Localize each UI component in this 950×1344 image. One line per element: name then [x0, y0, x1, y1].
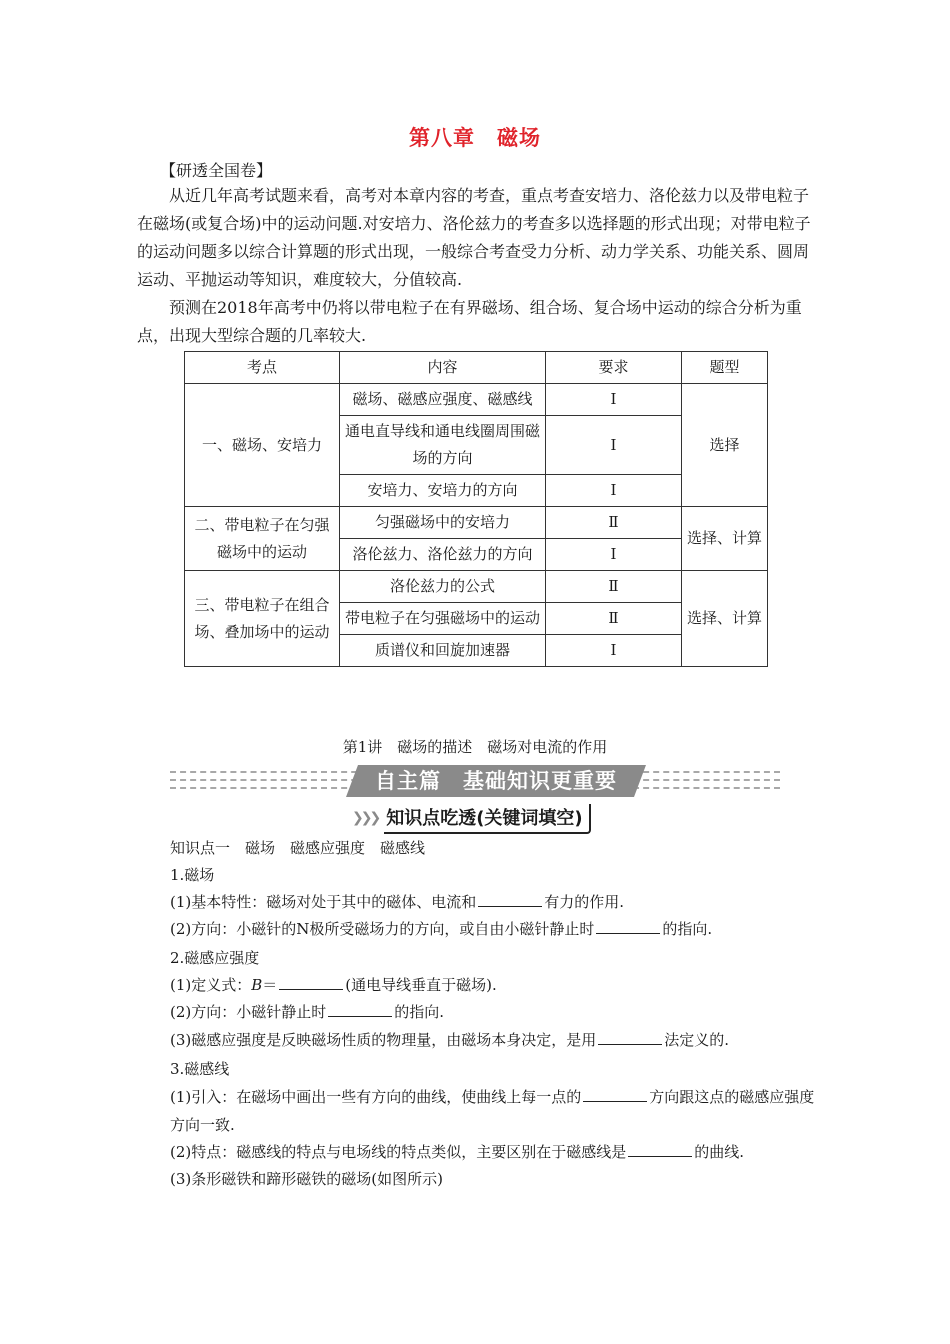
chapter-title: 第八章 磁场	[409, 126, 541, 150]
intro-paragraph-2: 预测在2018年高考中仍将以带电粒子在有界磁场、组合场、复合场中运动的综合分析为重点，出现大型综合题的几率较大.	[137, 298, 802, 345]
fill-in-line: (1)基本特性：磁场对处于其中的磁体、电流和 有力的作用.	[170, 893, 625, 911]
banner-title: 自主篇 基础知识更重要	[375, 769, 617, 793]
header-content: 内容	[340, 352, 546, 384]
header-requirement: 要求	[546, 352, 682, 384]
triple-chevron-icon: ❯❯❯	[352, 810, 379, 826]
sub-banner	[352, 804, 591, 834]
answer-blank	[596, 918, 660, 934]
section-heading: 1.磁场	[170, 866, 215, 884]
requirement-cell: Ⅰ	[546, 475, 682, 507]
content-cell: 带电粒子在匀强磁场中的运动	[340, 603, 546, 635]
answer-blank	[279, 974, 343, 990]
lecture-title: 第1讲 磁场的描述 磁场对电流的作用	[342, 738, 608, 756]
requirement-cell: Ⅰ	[546, 539, 682, 571]
section-heading: 3.磁感线	[170, 1060, 230, 1078]
fill-in-line: (2)方向：小磁针静止时 的指向.	[170, 1003, 445, 1021]
knowledge-point-heading: 知识点一 磁场 磁感应强度 磁感线	[170, 839, 426, 857]
section-banner	[170, 763, 780, 801]
answer-blank	[328, 1001, 392, 1017]
sub-banner-title: 知识点吃透(关键词填空)	[384, 804, 590, 834]
content-cell: 安培力、安培力的方向	[340, 475, 546, 507]
section-heading: 2.磁感应强度	[170, 949, 260, 967]
requirement-cell: Ⅰ	[546, 384, 682, 416]
fill-in-line: (2)方向：小磁针的N极所受磁场力的方向，或自由小磁针静止时 的指向.	[170, 920, 713, 938]
table-row	[185, 384, 768, 416]
type-cell: 选择、计算	[682, 571, 768, 667]
answer-blank	[478, 891, 542, 907]
requirement-cell: Ⅰ	[546, 416, 682, 475]
requirement-cell: Ⅱ	[546, 603, 682, 635]
figure-caption-line: (3)条形磁铁和蹄形磁铁的磁场(如图所示)	[170, 1170, 443, 1188]
requirement-cell: Ⅰ	[546, 635, 682, 667]
topic-cell: 三、带电粒子在组合场、叠加场中的运动	[185, 571, 340, 667]
requirement-cell: Ⅱ	[546, 571, 682, 603]
topic-cell: 一、磁场、安培力	[185, 384, 340, 507]
content-cell: 磁场、磁感应强度、磁感线	[340, 384, 546, 416]
intro-paragraph-1: 从近几年高考试题来看，高考对本章内容的考查，重点考查安培力、洛伦兹力以及带电粒子在磁场(或复合场)中的运动问题.对安培力、洛伦兹力的考查多以选择题的形式出现；对带电粒子的运动问题多以综合计算题的形式出现，一般综合考查受力分析、动力学关系、功能关系、圆周运动、平抛运动等知识，难度较大，分值较高.	[137, 186, 811, 289]
table-row	[185, 571, 768, 603]
content-cell: 洛伦兹力、洛伦兹力的方向	[340, 539, 546, 571]
header-topic: 考点	[185, 352, 340, 384]
content-cell: 质谱仪和回旋加速器	[340, 635, 546, 667]
topic-cell: 二、带电粒子在匀强磁场中的运动	[185, 507, 340, 571]
fill-in-line: (1)定义式：B＝ (通电导线垂直于磁场).	[170, 976, 497, 994]
content-cell: 匀强磁场中的安培力	[340, 507, 546, 539]
type-cell: 选择、计算	[682, 507, 768, 571]
fill-in-line: (3)磁感应强度是反映磁场性质的物理量，由磁场本身决定，是用 法定义的.	[170, 1031, 730, 1049]
fill-in-line: (1)引入：在磁场中画出一些有方向的曲线，使曲线上每一点的 方向跟这点的磁感应强度方向一致.	[170, 1088, 815, 1134]
answer-blank	[583, 1086, 647, 1102]
section-tag: 【研透全国卷】	[160, 161, 273, 180]
table-header-row	[185, 352, 768, 384]
type-cell: 选择	[682, 384, 768, 507]
table-row	[185, 507, 768, 539]
requirement-cell: Ⅱ	[546, 507, 682, 539]
answer-blank	[598, 1029, 662, 1045]
header-question-type: 题型	[682, 352, 768, 384]
content-cell: 洛伦兹力的公式	[340, 571, 546, 603]
fill-in-line: (2)特点：磁感线的特点与电场线的特点类似，主要区别在于磁感线是 的曲线.	[170, 1143, 745, 1161]
content-cell: 通电直导线和通电线圈周围磁场的方向	[340, 416, 546, 475]
syllabus-table	[184, 351, 768, 667]
answer-blank	[628, 1141, 692, 1157]
